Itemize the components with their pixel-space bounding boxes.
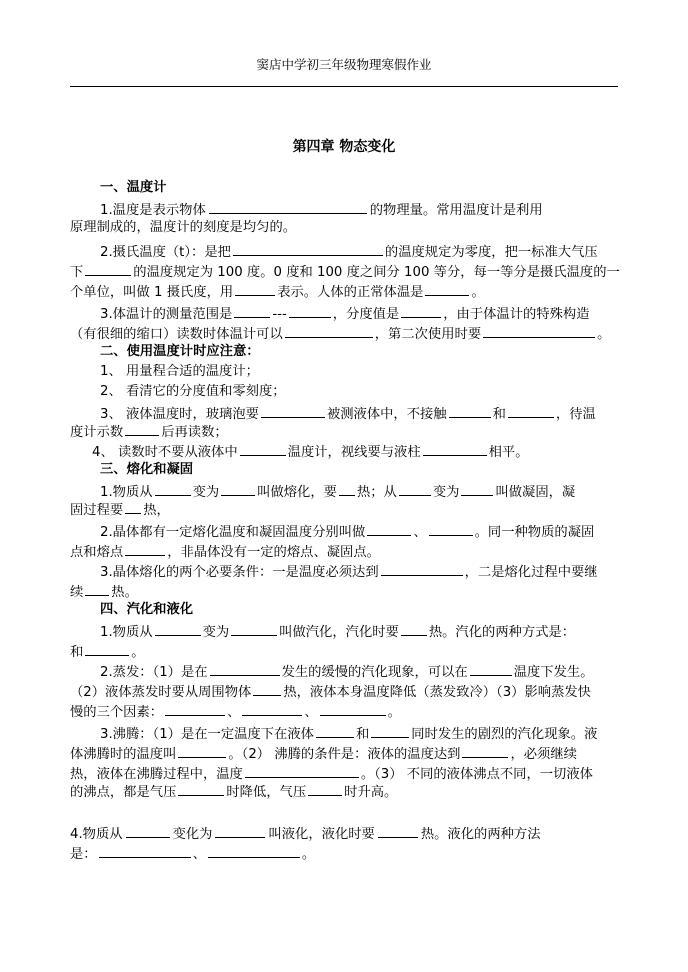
blank[interactable] (245, 762, 359, 778)
blank[interactable] (126, 822, 170, 838)
text: 和 (70, 645, 84, 660)
text: 2.晶体都有一定熔化温度和凝固温度分别叫做 (100, 525, 366, 540)
text: 、 (413, 525, 427, 540)
blank[interactable] (155, 480, 191, 496)
text: 1.温度是表示物体 (100, 203, 206, 218)
p5-line2 (70, 842, 618, 865)
blank[interactable] (462, 742, 508, 758)
blank[interactable] (308, 780, 342, 796)
text: 个单位，叫做 1 摄氏度，用 (70, 285, 234, 300)
text: 慢的三个因素： (70, 705, 164, 720)
text: 度计示数 (70, 425, 124, 440)
blank[interactable] (234, 302, 270, 318)
blank[interactable] (215, 822, 265, 838)
text: 3、 液体温度时，玻璃泡要 (100, 407, 259, 422)
text: 4.物质从 (70, 827, 123, 842)
text: 。 (597, 327, 611, 342)
text: 。（3） 不同的液体沸点不同，一切液体 (360, 767, 593, 782)
text: 表示。人体的正常体温是 (277, 285, 424, 300)
blank[interactable] (429, 520, 473, 536)
blank[interactable] (461, 480, 493, 496)
page-header: 窦店中学初三年级物理寒假作业 (256, 57, 432, 72)
s3-p1-line2 (70, 498, 618, 521)
text: 变为 (432, 485, 460, 500)
text: 的温度规定为零度，把一标准大气压 (384, 245, 598, 260)
s2-item2: 2、 看清它的分度值和零刻度； (100, 384, 286, 399)
text: 2.摄氏温度（t）：是把 (100, 245, 231, 260)
text: 热；从 (356, 485, 397, 500)
text: ，由于体温计的特殊构造 (443, 307, 590, 322)
section-heading-usage: 二、使用温度计时应注意： (100, 344, 260, 359)
text: 2.蒸发：（1）是在 (100, 665, 208, 680)
text: 变为 (192, 485, 220, 500)
blank[interactable] (85, 640, 129, 656)
text: 后再读数； (161, 425, 228, 440)
blank[interactable] (339, 480, 355, 496)
s1-p2-line3 (70, 280, 618, 303)
text: （2）液体蒸发时要从周围物体 (70, 685, 252, 700)
text: 是： (70, 847, 97, 862)
blank[interactable] (178, 742, 226, 758)
text: 叫液化，液化时要 (268, 827, 375, 842)
text: 续 (70, 585, 84, 600)
text: 。同一种物质的凝固 (474, 525, 595, 540)
text: 体沸腾时的温度叫 (70, 747, 177, 762)
text: 热。液化的两种方法 (420, 827, 541, 842)
blank[interactable] (155, 620, 201, 636)
blank[interactable] (285, 322, 373, 338)
blank[interactable] (208, 842, 300, 858)
blank[interactable] (125, 420, 159, 436)
text: 热。 (111, 585, 138, 600)
text: 同时发生的剧烈的汽化现象。液 (411, 727, 598, 742)
blank[interactable] (125, 540, 165, 556)
s1-p1-line2: 原理制成的，温度计的刻度是均匀的。 (70, 220, 297, 235)
section-heading-thermometer: 一、温度计 (100, 180, 167, 195)
text: 。 (387, 705, 401, 720)
text: 、 (304, 705, 318, 720)
blank[interactable] (449, 402, 491, 418)
text: 时升高。 (344, 785, 398, 800)
text: 。 (131, 645, 145, 660)
blank[interactable] (253, 680, 281, 696)
text: 热，液体本身温度降低（蒸发致冷）（3）影响蒸发快 (283, 685, 591, 700)
blank[interactable] (401, 302, 441, 318)
header-rule (70, 86, 618, 87)
text: ，分度值是 (332, 307, 400, 322)
blank[interactable] (261, 402, 325, 418)
text: 3.晶体熔化的两个必要条件：一是温度必须达到 (100, 565, 379, 580)
text: 热。汽化的两种方式是： (428, 625, 576, 640)
blank[interactable] (235, 280, 275, 296)
section-heading-melting: 三、熔化和凝固 (100, 462, 194, 477)
blank[interactable] (367, 520, 411, 536)
blank[interactable] (470, 660, 512, 676)
s2-item1: 1、 用量程合适的温度计； (100, 364, 259, 379)
blank[interactable] (85, 260, 131, 276)
blank[interactable] (233, 240, 383, 256)
text: 叫做凝固，凝 (495, 485, 576, 500)
blank[interactable] (125, 498, 141, 514)
text: 下 (70, 265, 84, 280)
text: 3.体温计的测量范围是 (100, 307, 233, 322)
text: ，待温 (555, 407, 596, 422)
text: 变为 (202, 625, 230, 640)
blank[interactable] (425, 280, 469, 296)
text: 变化为 (172, 827, 213, 842)
blank[interactable] (242, 700, 302, 716)
s4-p3-line4 (70, 780, 618, 803)
blank[interactable] (221, 480, 255, 496)
text: 相平。 (488, 445, 529, 460)
blank[interactable] (165, 700, 225, 716)
blank[interactable] (99, 842, 191, 858)
text: 的物理量。常用温度计是利用 (369, 203, 543, 218)
text: 热，液体在沸腾过程中，温度 (70, 767, 243, 782)
text: 点和熔点 (70, 545, 124, 560)
text: 时降低，气压 (226, 785, 307, 800)
text: --- (272, 307, 287, 322)
text: 。（2） 沸腾的条件是：液体的温度达到 (228, 747, 461, 762)
text: 和 (492, 407, 506, 422)
section-heading-vaporization: 四、汽化和液化 (100, 602, 194, 617)
text: 温度计，视线要与液柱 (287, 445, 421, 460)
text: 。 (471, 285, 485, 300)
text: 、 (227, 705, 241, 720)
s4-p2-line3 (70, 700, 618, 723)
text: 发生的缓慢的汽化现象，可以在 (281, 665, 468, 680)
text: 1.物质从 (100, 485, 153, 500)
blank[interactable] (209, 198, 367, 214)
text: ，二是熔化过程中要继 (464, 565, 598, 580)
blank[interactable] (240, 440, 286, 456)
blank[interactable] (399, 480, 431, 496)
text: 固过程要 (70, 503, 124, 518)
text: 叫做汽化，汽化时要 (279, 625, 399, 640)
text: 的沸点，都是气压 (70, 785, 177, 800)
blank[interactable] (210, 660, 280, 676)
text: 被测液体中，不接触 (326, 407, 447, 422)
text: 1.物质从 (100, 625, 153, 640)
text: ，非晶体没有一定的熔点、凝固点。 (167, 545, 380, 560)
text: 的温度规定为 100 度。0 度和 100 度之间分 100 等分，每一等分是摄氏温度的一 (133, 265, 620, 280)
blank[interactable] (85, 580, 109, 596)
blank[interactable] (178, 780, 224, 796)
blank[interactable] (508, 402, 554, 418)
blank[interactable] (231, 620, 277, 636)
text: 。 (301, 847, 316, 862)
text: 叫做熔化，要 (257, 485, 337, 500)
text: ，必须继续 (510, 747, 577, 762)
text: （有很细的缩口）读数时体温计可以 (70, 327, 283, 342)
text: 温度下发生。 (513, 665, 594, 680)
text: 3.沸腾：（1）是在一定温度下在液体 (100, 727, 314, 742)
text: 和 (355, 727, 370, 742)
blank[interactable] (289, 302, 331, 318)
text: ，第二次使用时要 (374, 327, 482, 342)
blank[interactable] (381, 560, 463, 576)
blank[interactable] (316, 722, 354, 738)
blank[interactable] (423, 440, 487, 456)
blank[interactable] (371, 722, 409, 738)
text: 4、 读数时不要从液体中 (92, 445, 238, 460)
text: 热， (143, 503, 170, 518)
blank[interactable] (401, 620, 427, 636)
chapter-title: 第四章 物态变化 (292, 139, 396, 155)
blank[interactable] (483, 322, 595, 338)
blank[interactable] (320, 700, 386, 716)
blank[interactable] (378, 822, 418, 838)
text: 、 (192, 847, 206, 862)
